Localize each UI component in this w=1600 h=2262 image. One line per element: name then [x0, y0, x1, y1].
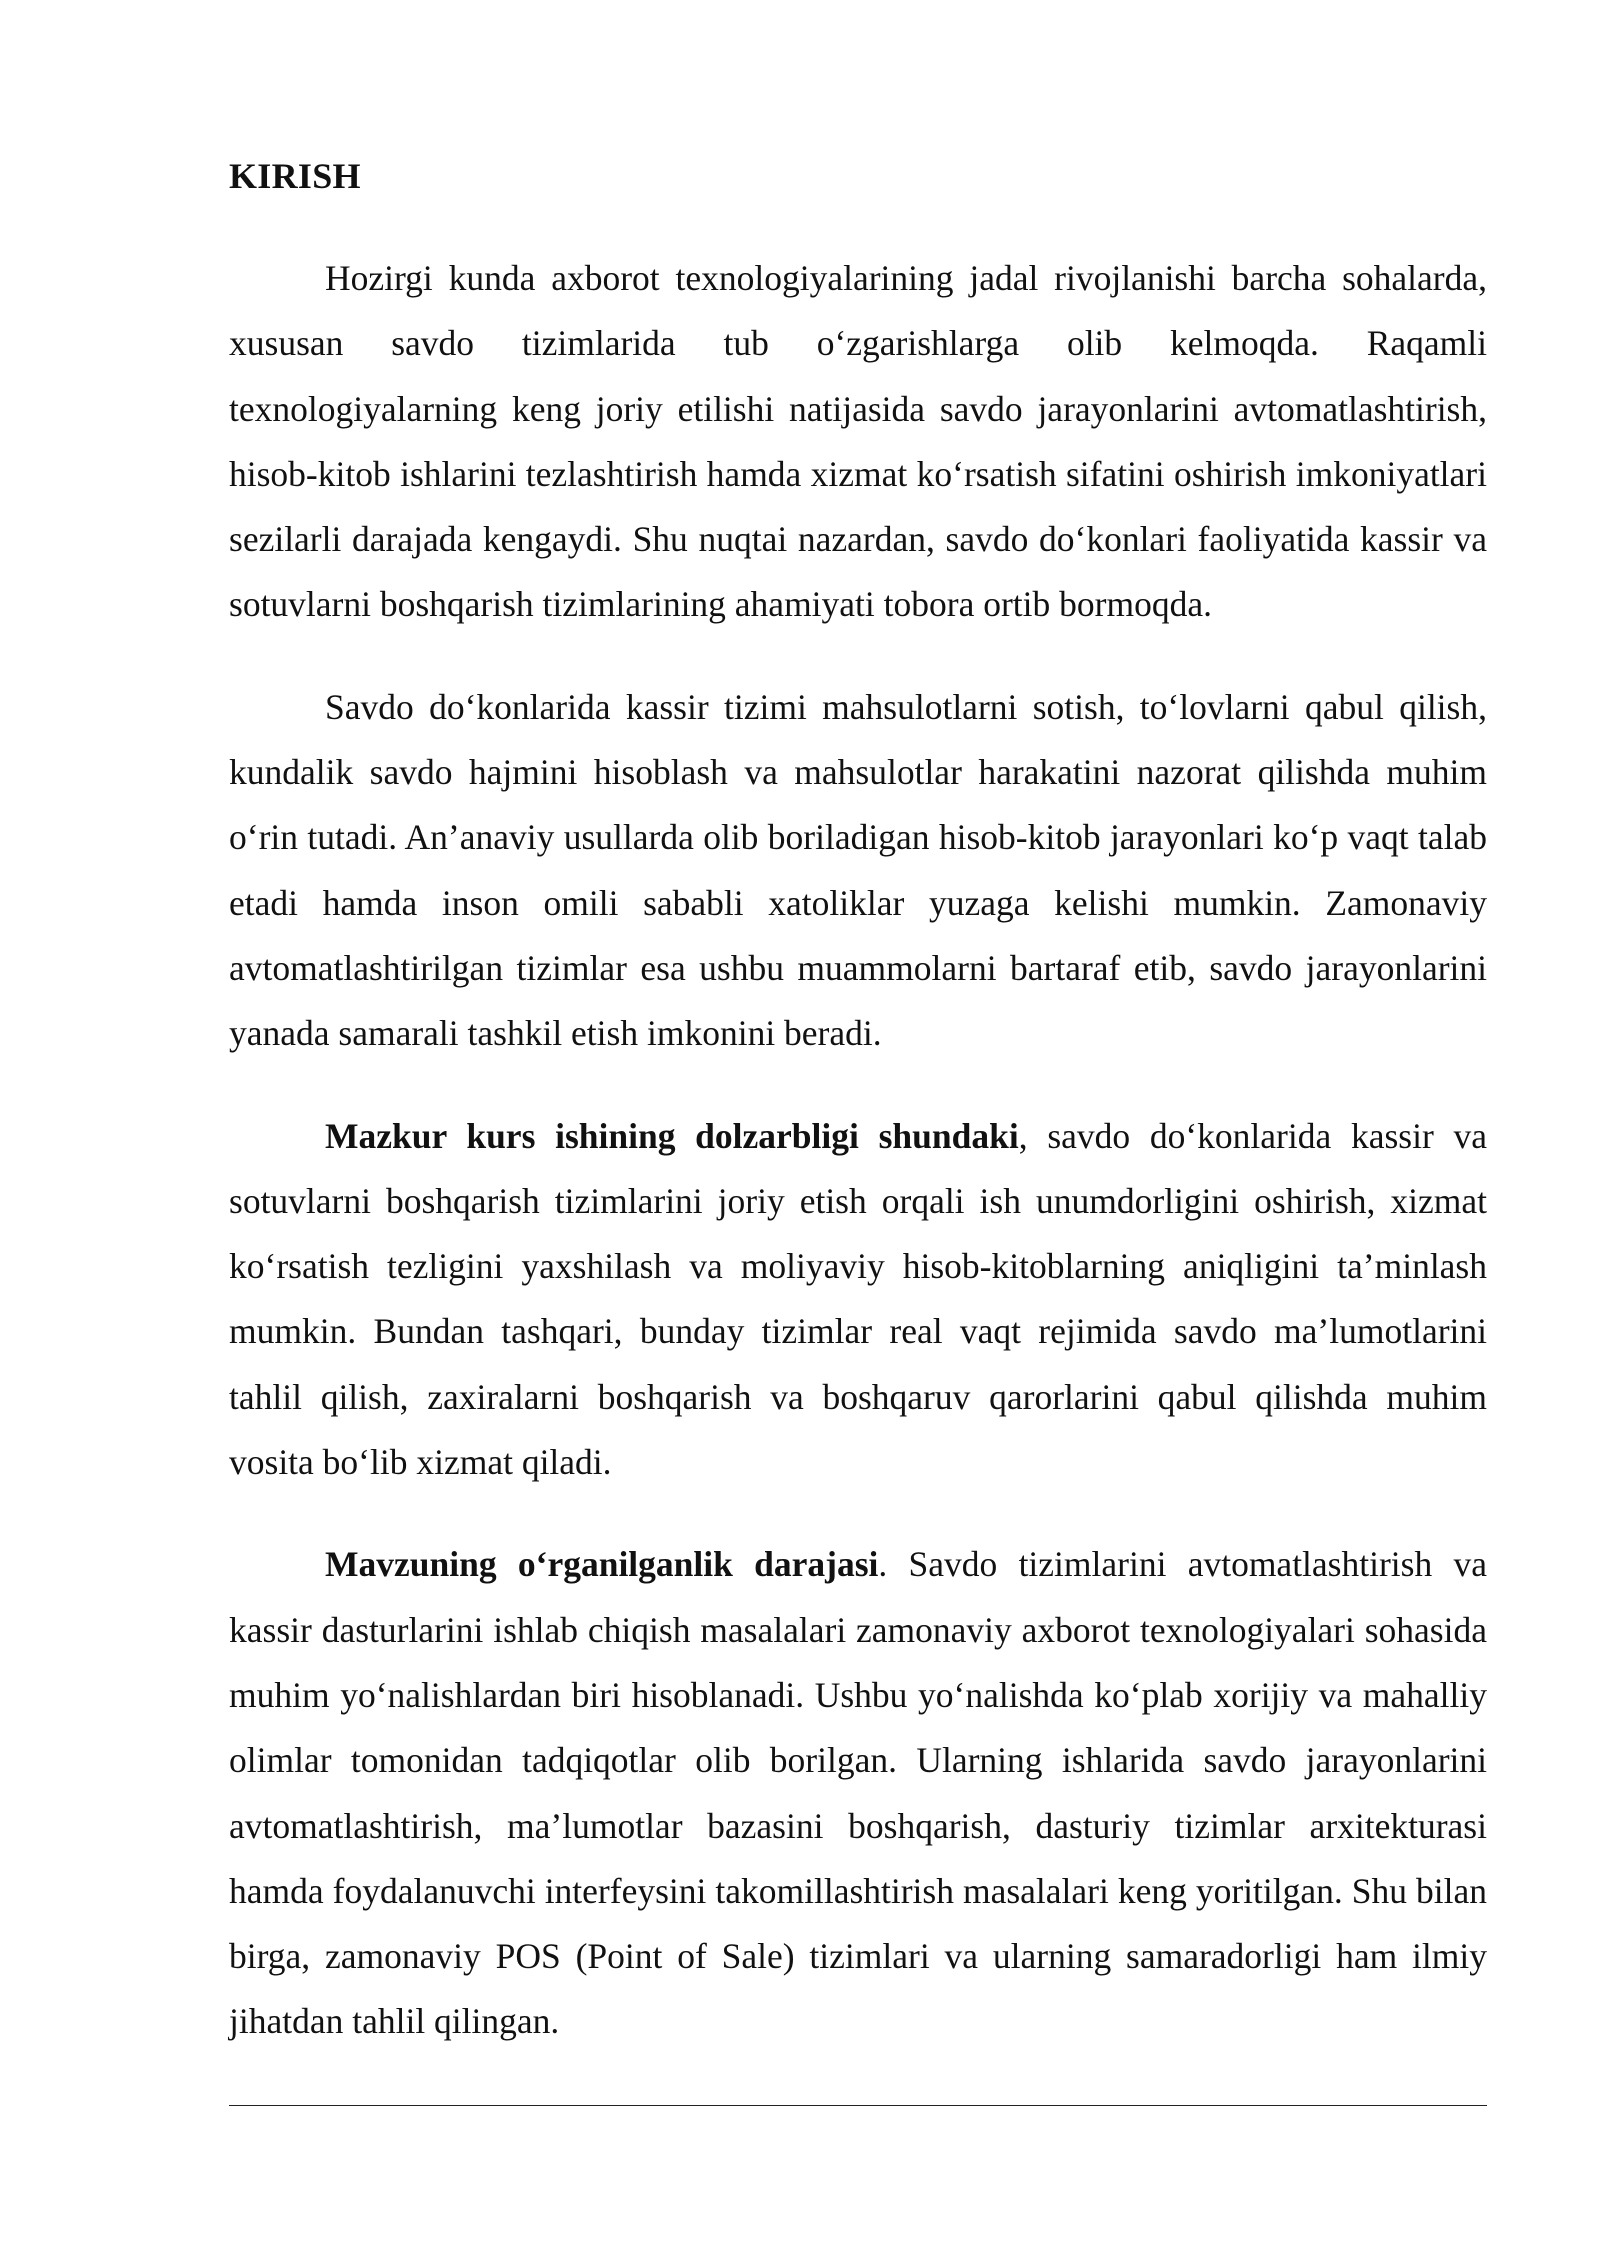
paragraph-2-text: Savdo do‘konlarida kassir tizimi mahsulotlarni sotish, to‘lovlarni qabul qilish, kundalik savdo hajmini hisoblash va mahsulotlar harakatini nazorat qilishda muhim o‘rin tutadi. An’anaviy usullarda olib boriladigan hisob-kitob jarayonlari ko‘p vaqt talab etadi hamda inson omili sababli xatoliklar yuzaga kelishi mumkin. Zamonaviy avtomatlashtirilgan tizimlar esa ushbu muammolarni bartaraf etib, savdo jarayonlarini yanada samarali tashkil etish imkonini beradi. — [229, 686, 1487, 1054]
paragraph-3 — [229, 1104, 1487, 1496]
paragraph-1 — [229, 246, 1487, 638]
paragraph-1-text: Hozirgi kunda axborot texnologiyalarining jadal rivojlanishi barcha sohalarda, xususan savdo tizimlarida tub o‘zgarishlarga olib kelmoqda. Raqamli texnologiyalarning keng joriy etilishi natijasida savdo jarayonlarini avtomatlashtirish, hisob-kitob ishlarini tezlashtirish hamda xizmat ko‘rsatish sifatini oshirish imkoniyatlari sezilarli darajada kengaydi. Shu nuqtai nazardan, savdo do‘konlari faoliyatida kassir va sotuvlarni boshqarish tizimlarining ahamiyati tobora ortib bormoqda. — [229, 258, 1487, 625]
footnote-separator-line — [229, 2105, 1487, 2106]
paragraph-4-text: . Savdo tizimlarini avtomatlashtirish va kassir dasturlarini ishlab chiqish masalalari zamonaviy axborot texnologiyalari sohasida muhim yo‘nalishlardan biri hisoblanadi. Ushbu yo‘nalishda ko‘plab xorijiy va mahalliy olimlar tomonidan tadqiqotlar olib borilgan. Ularning ishlarida savdo jarayonlarini avtomatlashtirish, ma’lumotlar bazasini boshqarish, dasturiy tizimlar arxitekturasi hamda foydalanuvchi interfeysini takomillashtirish masalalari keng yoritilgan. Shu bilan birga, zamonaviy POS (Point of Sale) tizimlari va ularning samaradorligi ham ilmiy jihatdan tahlil qilingan. — [229, 1544, 1487, 2042]
paragraph-4-lead-bold: Mavzuning o‘rganilganlik darajasi — [325, 1544, 879, 1585]
document-body — [229, 150, 1487, 2092]
paragraph-3-lead-bold: Mazkur kurs ishining dolzarbligi shundaki — [325, 1115, 1019, 1156]
paragraph-4 — [229, 1532, 1487, 2054]
paragraph-2 — [229, 675, 1487, 1067]
paragraph-3-text: , savdo do‘konlarida kassir va sotuvlarni boshqarish tizimlarini joriy etish orqali ish unumdorligini oshirish, xizmat ko‘rsatish tezligini yaxshilash va moliyaviy hisob-kitoblarning aniqligini ta’minlash mumkin. Bundan tashqari, bunday tizimlar real vaqt rejimida savdo ma’lumotlarini tahlil qilish, zaxiralarni boshqarish va boshqaruv qarorlarini qabul qilishda muhim vosita bo‘lib xizmat qiladi. — [229, 1115, 1487, 1483]
section-heading: KIRISH — [229, 156, 361, 196]
